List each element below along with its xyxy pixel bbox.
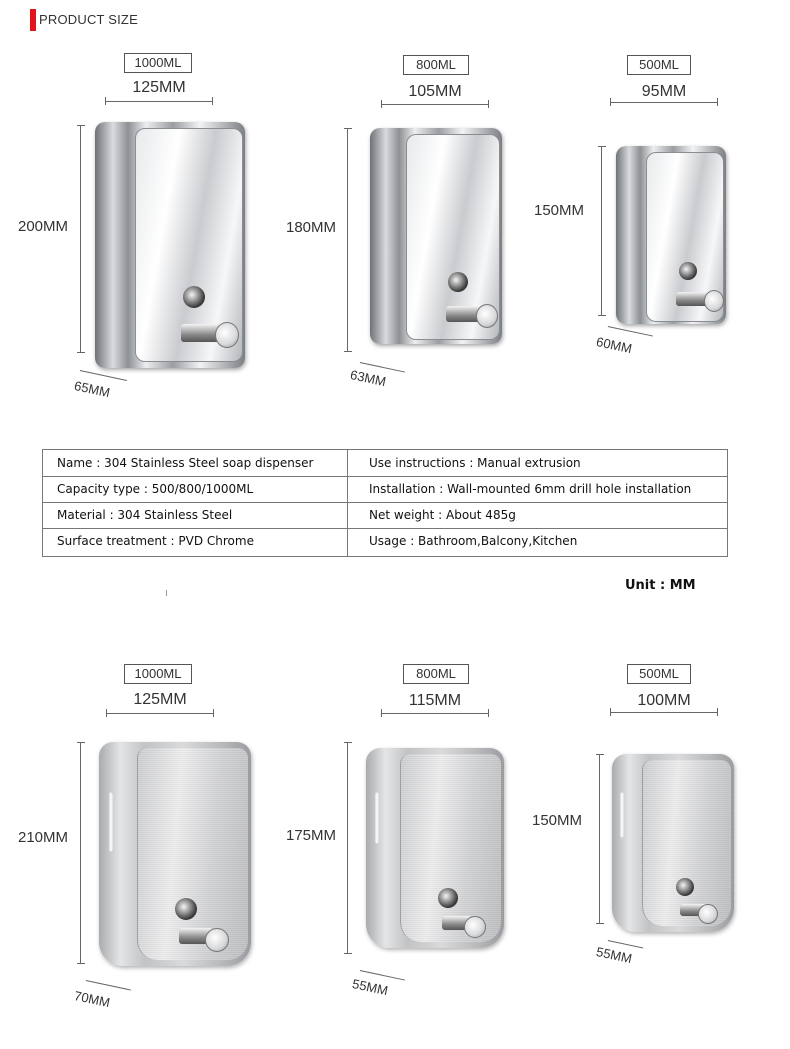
spec-use-instructions: Use instructions : Manual extrusion (369, 456, 581, 470)
spec-table (42, 449, 728, 557)
soap-dispenser-brushed-1000ml (99, 742, 251, 966)
depth-dimension-line (86, 980, 131, 991)
table-row (43, 450, 727, 477)
width-label-800ml-bottom: 115MM (408, 692, 462, 709)
spec-name: Name : 304 Stainless Steel soap dispenser (57, 456, 314, 470)
spec-capacity: Capacity type : 500/800/1000ML (57, 482, 254, 496)
volume-label-800ml-top: 800ML (403, 55, 469, 75)
height-dimension-line (601, 146, 602, 316)
spec-surface-treatment: Surface treatment : PVD Chrome (57, 534, 254, 548)
width-dimension-line (106, 713, 214, 714)
height-label-800ml-bottom: 175MM (286, 827, 337, 844)
height-label-800ml-top: 180MM (286, 219, 337, 236)
width-label-500ml-top: 95MM (641, 83, 687, 100)
height-dimension-line (347, 128, 348, 352)
soap-dispenser-brushed-800ml (366, 748, 504, 948)
volume-label-500ml-bottom: 500ML (627, 664, 691, 684)
depth-label-1000ml-top: 65MM (72, 378, 112, 401)
spec-net-weight: Net weight : About 485g (369, 508, 516, 522)
height-label-1000ml-bottom: 210MM (18, 829, 69, 846)
soap-dispenser-glossy-1000ml (95, 122, 245, 368)
depth-label-500ml-top: 60MM (594, 334, 634, 357)
volume-label-1000ml-bottom: 1000ML (124, 664, 192, 684)
width-label-800ml-top: 105MM (408, 83, 462, 100)
volume-label-800ml-bottom: 800ML (403, 664, 469, 684)
depth-label-800ml-top: 63MM (348, 367, 388, 390)
depth-dimension-line (608, 326, 653, 337)
height-label-1000ml-top: 200MM (18, 218, 69, 235)
volume-label-1000ml-top: 1000ML (124, 53, 192, 73)
width-dimension-line (381, 713, 489, 714)
table-row (43, 528, 727, 554)
depth-label-500ml-bottom: 55MM (594, 944, 634, 967)
table-row (43, 476, 727, 503)
soap-dispenser-glossy-800ml (370, 128, 502, 344)
spec-material: Material : 304 Stainless Steel (57, 508, 233, 522)
height-dimension-line (80, 742, 81, 964)
soap-dispenser-brushed-500ml (612, 754, 734, 932)
height-label-500ml-bottom: 150MM (532, 812, 583, 829)
spec-usage: Usage : Bathroom,Balcony,Kitchen (369, 534, 578, 548)
width-dimension-line (105, 101, 213, 102)
spec-installation: Installation : Wall-mounted 6mm drill hole installation (369, 482, 692, 496)
table-row (43, 502, 727, 529)
divider (166, 590, 167, 596)
page-title: PRODUCT SIZE (39, 12, 138, 27)
depth-label-800ml-bottom: 55MM (350, 976, 390, 999)
depth-label-1000ml-bottom: 70MM (72, 988, 112, 1011)
height-label-500ml-top: 150MM (534, 202, 585, 219)
width-label-500ml-bottom: 100MM (637, 692, 691, 709)
header-accent-bar (30, 9, 36, 31)
soap-dispenser-glossy-500ml (616, 146, 726, 324)
width-dimension-line (381, 104, 489, 105)
width-label-1000ml-bottom: 125MM (133, 691, 187, 708)
volume-label-500ml-top: 500ML (627, 55, 691, 75)
width-dimension-line (610, 712, 718, 713)
unit-label: Unit : MM (625, 578, 696, 593)
height-dimension-line (599, 754, 600, 924)
width-dimension-line (610, 102, 718, 103)
height-dimension-line (80, 125, 81, 353)
width-label-1000ml-top: 125MM (132, 79, 186, 96)
height-dimension-line (347, 742, 348, 954)
